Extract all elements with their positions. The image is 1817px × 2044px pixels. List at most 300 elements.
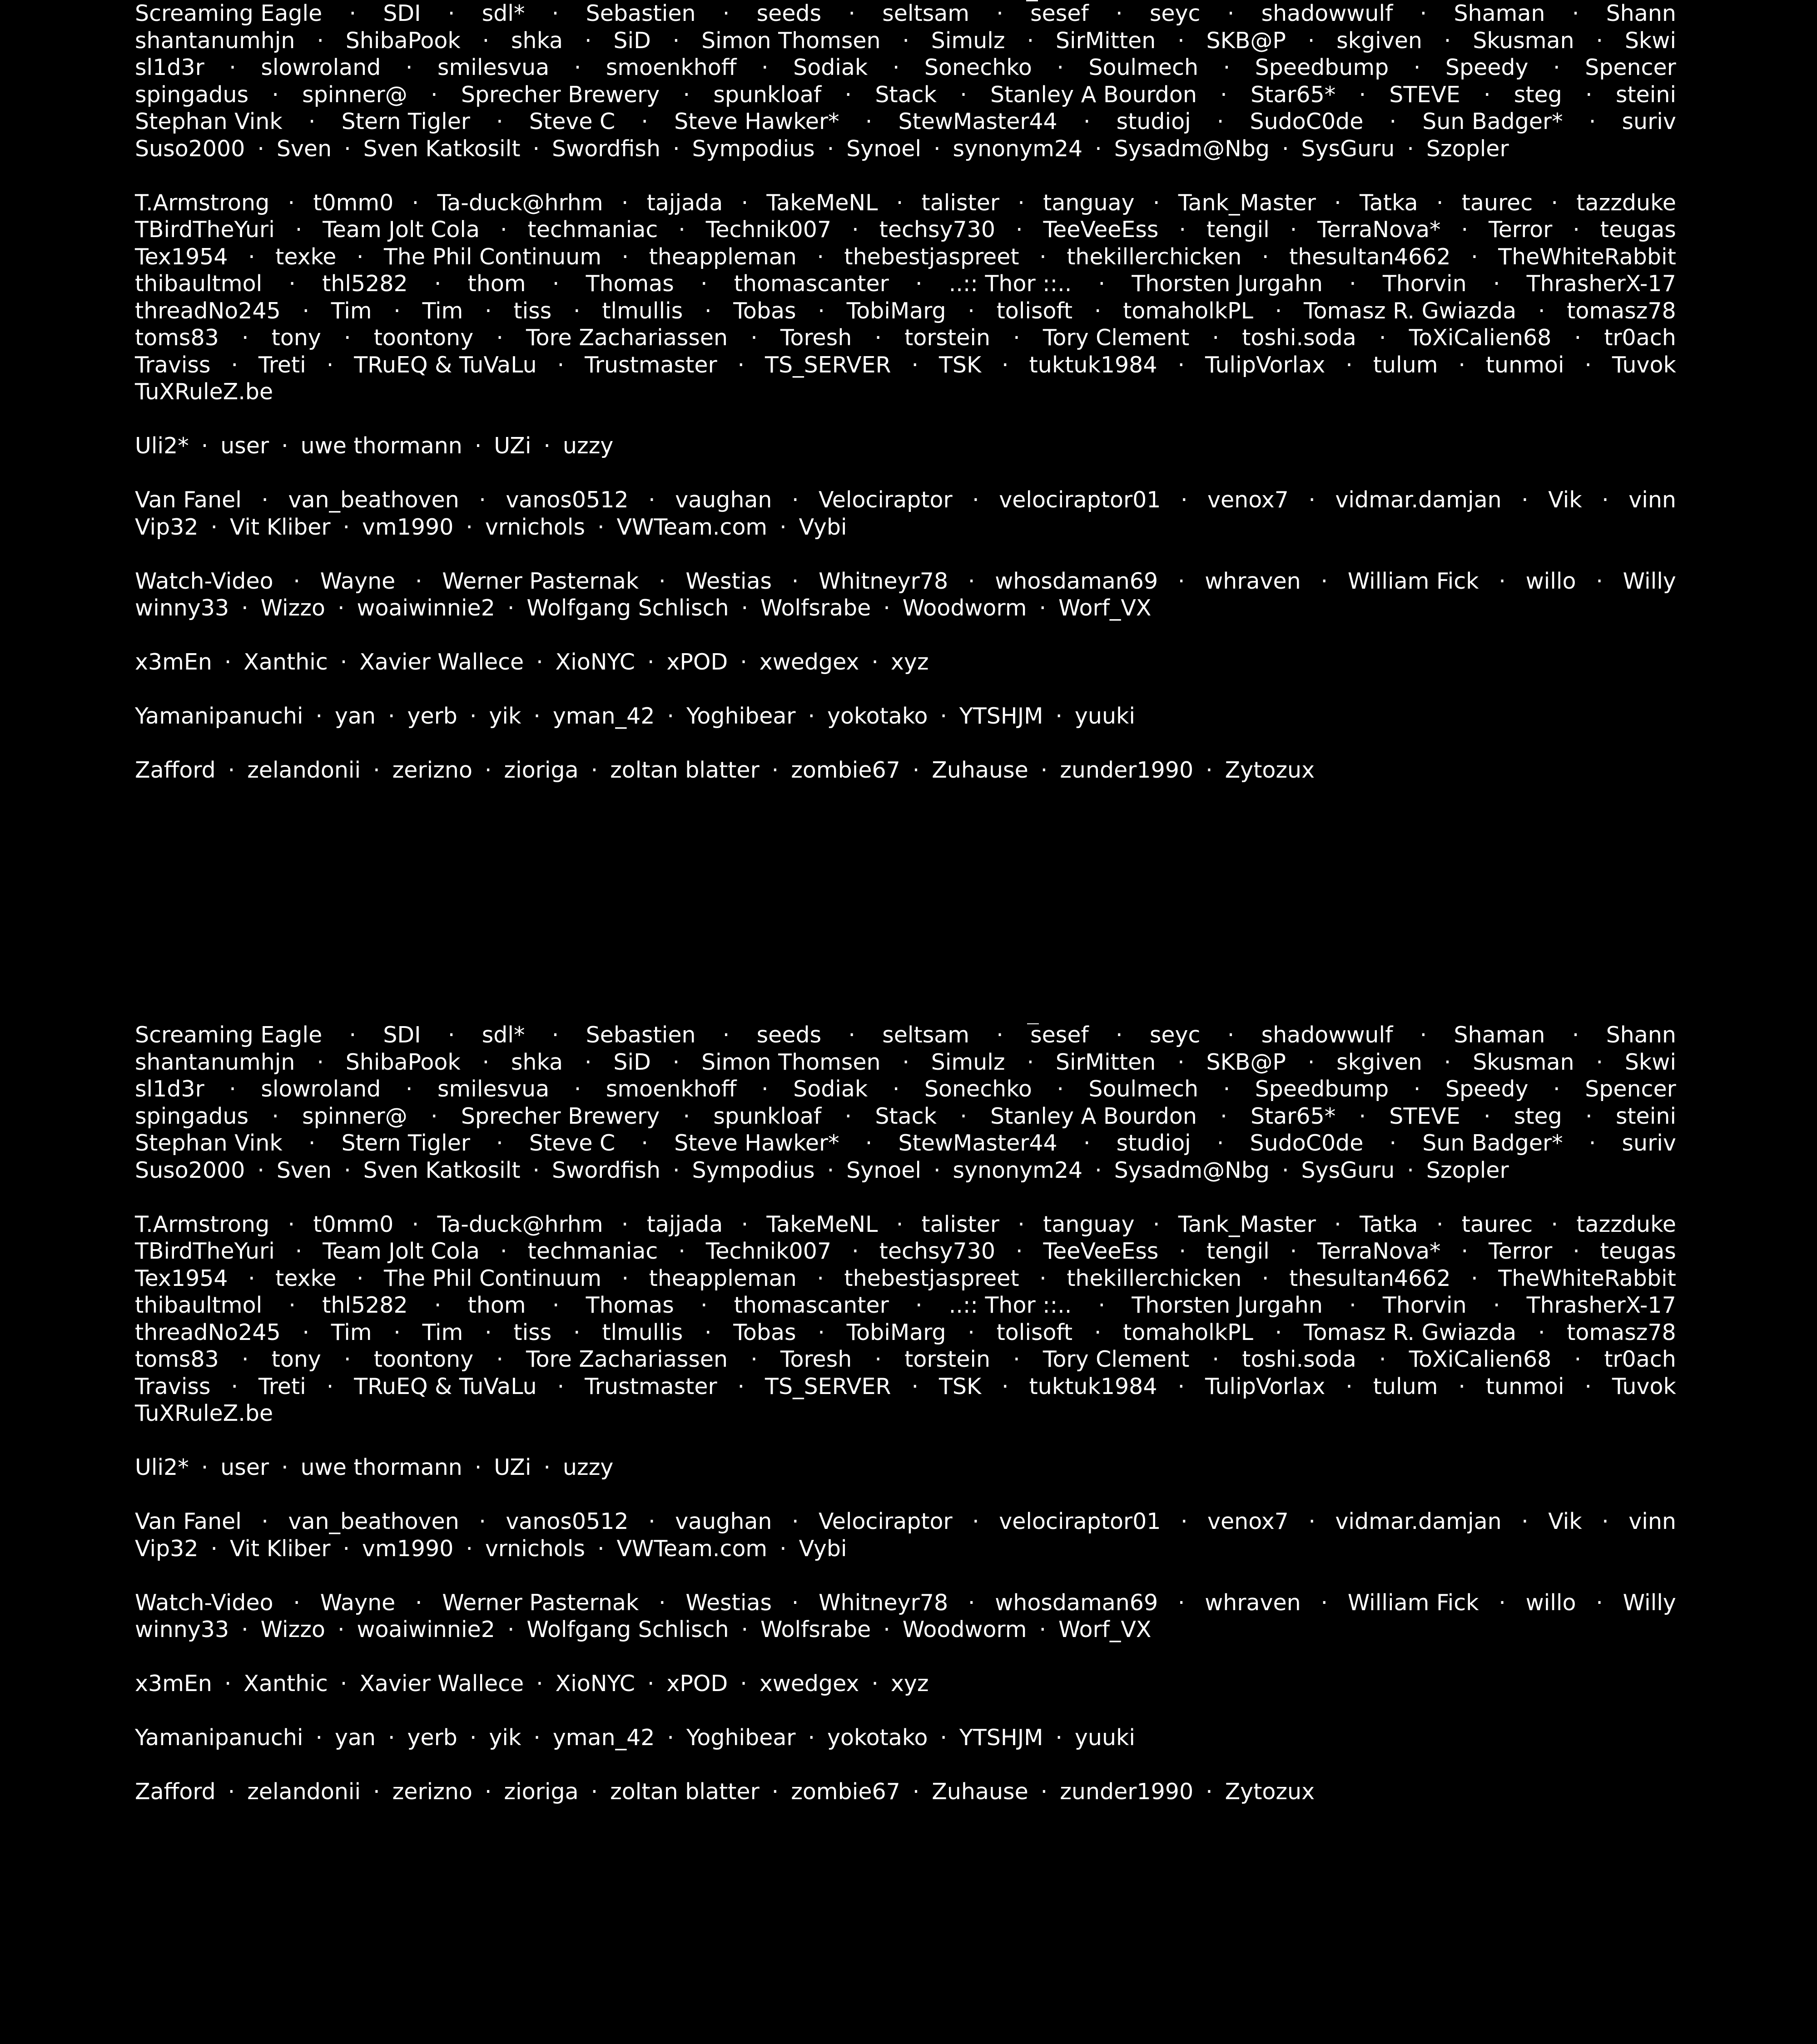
- separator-dot: ·: [911, 352, 919, 378]
- separator-dot: ·: [1493, 271, 1500, 297]
- separator-dot: ·: [228, 1779, 235, 1805]
- section-t: [135, 1211, 1676, 1427]
- separator-dot: ·: [722, 0, 730, 26]
- name-row: [135, 81, 1676, 109]
- separator-dot: ·: [817, 243, 824, 270]
- contributor-name: uzzy: [562, 433, 614, 459]
- separator-dot: ·: [317, 27, 324, 54]
- credits-list-block-duplicate: [135, 1022, 1676, 1832]
- section-y: [135, 703, 1676, 730]
- contributor-name: Tore Zachariassen: [526, 1346, 728, 1372]
- contributor-name: steg: [1514, 1103, 1562, 1129]
- contributor-name: vidmar.damjan: [1335, 487, 1502, 513]
- contributor-name: zunder1990: [1060, 1779, 1194, 1805]
- separator-dot: ·: [591, 757, 598, 783]
- contributor-name: William Fick: [1347, 1589, 1479, 1616]
- contributor-name: zerizno: [392, 1779, 472, 1805]
- contributor-name: yokotako: [827, 703, 928, 729]
- separator-dot: ·: [288, 1292, 296, 1318]
- contributor-name: xwedgex: [759, 1671, 859, 1697]
- separator-dot: ·: [827, 1157, 834, 1183]
- separator-dot: ·: [1116, 0, 1123, 26]
- contributor-name: sesef: [1030, 1022, 1089, 1048]
- contributor-name: sl1d3r: [135, 1076, 204, 1102]
- contributor-name: seeds: [756, 1022, 822, 1048]
- name-row: [135, 1346, 1676, 1373]
- separator-dot: ·: [1039, 1617, 1047, 1642]
- contributor-name: tazzduke: [1576, 1211, 1676, 1237]
- name-row: [135, 352, 1676, 379]
- contributor-name: yman_42: [552, 703, 655, 729]
- contributor-name: Simon Thomsen: [701, 27, 881, 54]
- separator-dot: ·: [288, 189, 295, 216]
- contributor-name: Simulz: [931, 1049, 1005, 1075]
- separator-dot: ·: [791, 568, 799, 594]
- contributor-name: Worf_VX: [1058, 1617, 1152, 1642]
- contributor-name: yuuki: [1074, 703, 1135, 729]
- separator-dot: ·: [281, 1454, 288, 1480]
- contributor-name: Stern Tigler: [341, 109, 471, 134]
- separator-dot: ·: [326, 352, 334, 378]
- contributor-name: Speedbump: [1255, 55, 1389, 80]
- separator-dot: ·: [302, 1319, 310, 1345]
- contributor-name: Toresh: [780, 325, 852, 351]
- separator-dot: ·: [659, 568, 666, 594]
- contributor-name: Tomasz R. Gwiazda: [1303, 298, 1517, 324]
- contributor-name: tanguay: [1043, 189, 1135, 216]
- contributor-name: tajjada: [646, 1211, 723, 1237]
- separator-dot: ·: [469, 703, 477, 729]
- contributor-name: The Phil Continuum: [383, 1265, 602, 1291]
- separator-dot: ·: [241, 325, 249, 351]
- contributor-name: winny33: [135, 1617, 229, 1642]
- separator-dot: ·: [1179, 217, 1186, 243]
- separator-dot: ·: [573, 1319, 581, 1345]
- separator-dot: ·: [883, 595, 890, 621]
- separator-dot: ·: [1553, 55, 1560, 80]
- contributor-name: yokotako: [827, 1725, 928, 1751]
- contributor-name: The Phil Continuum: [383, 243, 602, 270]
- separator-dot: ·: [1602, 1508, 1609, 1534]
- separator-dot: ·: [1116, 1022, 1123, 1048]
- contributor-name: zombie67: [791, 757, 900, 783]
- contributor-name: Ta-duck@hrhm: [437, 1211, 603, 1237]
- separator-dot: ·: [1471, 243, 1478, 270]
- contributor-name: UZi: [494, 433, 531, 459]
- contributor-name: woaiwinnie2: [357, 1617, 495, 1642]
- separator-dot: ·: [621, 1211, 629, 1237]
- section-x: [135, 1670, 1676, 1697]
- contributor-name: toshi.soda: [1242, 325, 1356, 351]
- contributor-name: Thorsten Jurgahn: [1132, 271, 1323, 297]
- contributor-name: xPOD: [666, 649, 728, 675]
- contributor-name: TSK: [938, 352, 982, 378]
- contributor-name: Zuhause: [932, 1779, 1028, 1805]
- contributor-name: steini: [1615, 1103, 1676, 1129]
- contributor-name: SudoC0de: [1250, 1130, 1364, 1156]
- contributor-name: ..:: Thor ::..: [948, 1292, 1072, 1318]
- separator-dot: ·: [1227, 0, 1235, 26]
- contributor-name: taurec: [1461, 189, 1533, 216]
- contributor-name: Yoghibear: [686, 1725, 796, 1751]
- separator-dot: ·: [705, 298, 712, 324]
- contributor-name: XioNYC: [555, 649, 635, 675]
- contributor-name: vinn: [1628, 487, 1676, 513]
- contributor-name: Wayne: [320, 1589, 396, 1616]
- separator-dot: ·: [844, 81, 852, 108]
- contributor-name: TuXRuleZ.be: [135, 1400, 273, 1426]
- separator-dot: ·: [1177, 1589, 1185, 1616]
- contributor-name: XioNYC: [555, 1671, 635, 1697]
- separator-dot: ·: [1177, 568, 1185, 594]
- contributor-name: thesultan4662: [1289, 243, 1451, 270]
- section-s: [135, 0, 1676, 162]
- name-row: [135, 514, 1676, 541]
- contributor-name: Suso2000: [135, 1157, 245, 1183]
- name-row: [135, 243, 1676, 271]
- separator-dot: ·: [1281, 135, 1289, 162]
- separator-dot: ·: [337, 595, 345, 621]
- separator-dot: ·: [543, 433, 551, 459]
- separator-dot: ·: [1471, 1265, 1478, 1291]
- contributor-name: synonym24: [953, 135, 1083, 162]
- contributor-name: Vik: [1548, 487, 1582, 513]
- separator-dot: ·: [532, 135, 540, 162]
- separator-dot: ·: [912, 757, 920, 783]
- section-x: [135, 649, 1676, 676]
- separator-dot: ·: [1379, 1346, 1386, 1372]
- separator-dot: ·: [349, 0, 357, 26]
- separator-dot: ·: [883, 1617, 890, 1642]
- separator-dot: ·: [295, 217, 303, 243]
- separator-dot: ·: [201, 1454, 209, 1480]
- contributor-name: Watch-Video: [135, 568, 273, 594]
- separator-dot: ·: [344, 1157, 351, 1183]
- contributor-name: tulum: [1373, 1373, 1438, 1399]
- separator-dot: ·: [337, 1617, 345, 1642]
- separator-dot: ·: [852, 217, 859, 243]
- separator-dot: ·: [302, 298, 310, 324]
- contributor-name: tony: [271, 325, 321, 351]
- separator-dot: ·: [915, 271, 923, 297]
- contributor-name: Sonechko: [924, 55, 1032, 80]
- separator-dot: ·: [874, 1346, 882, 1372]
- separator-dot: ·: [1458, 352, 1465, 378]
- separator-dot: ·: [968, 568, 975, 594]
- separator-dot: ·: [500, 217, 507, 243]
- contributor-name: whosdaman69: [995, 568, 1158, 594]
- separator-dot: ·: [533, 703, 541, 729]
- separator-dot: ·: [1538, 298, 1545, 324]
- contributor-name: zoltan blatter: [610, 757, 760, 783]
- contributor-name: studioj: [1116, 1130, 1191, 1156]
- contributor-name: Speedy: [1445, 55, 1529, 80]
- separator-dot: ·: [496, 1346, 503, 1372]
- section-z: [135, 757, 1676, 784]
- contributor-name: studioj: [1116, 109, 1191, 134]
- contributor-name: zioriga: [504, 1779, 579, 1805]
- separator-dot: ·: [1275, 298, 1282, 324]
- contributor-name: Shaman: [1454, 0, 1545, 26]
- separator-dot: ·: [434, 271, 442, 297]
- contributor-name: SiD: [613, 27, 651, 54]
- separator-dot: ·: [1436, 189, 1444, 216]
- contributor-name: shadowwulf: [1261, 1022, 1393, 1048]
- name-row: [135, 108, 1676, 135]
- name-row: [135, 1508, 1676, 1535]
- contributor-name: YTSHJM: [959, 1725, 1043, 1751]
- contributor-name: SirMitten: [1055, 1049, 1156, 1075]
- contributor-name: shantanumhjn: [135, 1049, 295, 1075]
- contributor-name: Whitneyr78: [819, 1589, 948, 1616]
- separator-dot: ·: [1389, 1130, 1397, 1156]
- separator-dot: ·: [257, 135, 264, 162]
- contributor-name: Sebastien: [586, 1022, 696, 1048]
- separator-dot: ·: [741, 595, 749, 621]
- contributor-name: yik: [489, 1725, 521, 1751]
- contributor-name: Zytozux: [1225, 757, 1315, 783]
- separator-dot: ·: [536, 1671, 543, 1697]
- separator-dot: ·: [865, 109, 873, 134]
- separator-dot: ·: [740, 649, 747, 675]
- separator-dot: ·: [1572, 0, 1579, 26]
- separator-dot: ·: [1290, 1238, 1297, 1264]
- separator-dot: ·: [1308, 1508, 1316, 1534]
- separator-dot: ·: [552, 271, 560, 297]
- contributor-name: Tatka: [1359, 1211, 1418, 1237]
- contributor-name: yuuki: [1074, 1725, 1135, 1751]
- separator-dot: ·: [543, 1454, 551, 1480]
- contributor-name: SudoC0de: [1250, 109, 1364, 134]
- separator-dot: ·: [552, 1292, 560, 1318]
- separator-dot: ·: [1039, 595, 1047, 621]
- separator-dot: ·: [1584, 352, 1592, 378]
- separator-dot: ·: [1206, 757, 1213, 783]
- contributor-name: seltsam: [882, 1022, 970, 1048]
- separator-dot: ·: [482, 27, 490, 54]
- separator-dot: ·: [557, 352, 565, 378]
- name-row: [135, 1265, 1676, 1292]
- contributor-name: Shann: [1606, 1022, 1676, 1048]
- separator-dot: ·: [700, 271, 708, 297]
- separator-dot: ·: [343, 1535, 350, 1562]
- separator-dot: ·: [317, 1049, 324, 1075]
- contributor-name: tlmullis: [602, 1319, 683, 1345]
- contributor-name: Wolfgang Schlisch: [526, 1617, 729, 1642]
- separator-dot: ·: [261, 1508, 268, 1534]
- contributor-name: theappleman: [649, 243, 797, 270]
- contributor-name: SKB@P: [1206, 1049, 1286, 1075]
- separator-dot: ·: [1040, 757, 1048, 783]
- contributor-name: techsy730: [879, 217, 996, 243]
- separator-dot: ·: [573, 298, 581, 324]
- contributor-name: torstein: [904, 325, 991, 351]
- contributor-name: tanguay: [1043, 1211, 1135, 1237]
- contributor-name: Sodiak: [793, 55, 868, 80]
- separator-dot: ·: [871, 649, 879, 675]
- separator-dot: ·: [641, 109, 648, 134]
- separator-dot: ·: [1227, 1022, 1235, 1048]
- separator-dot: ·: [933, 135, 941, 162]
- contributor-name: Tank_Master: [1178, 189, 1316, 216]
- contributor-name: Szopler: [1426, 135, 1509, 162]
- contributor-name: thibaultmol: [135, 271, 263, 297]
- contributor-name: torstein: [904, 1346, 991, 1372]
- contributor-name: seeds: [756, 0, 822, 26]
- contributor-name: ThrasherX-17: [1526, 1292, 1676, 1318]
- separator-dot: ·: [1057, 55, 1064, 80]
- contributor-name: ShibaPook: [345, 27, 461, 54]
- contributor-name: Wizzo: [260, 595, 326, 621]
- name-row: [135, 189, 1676, 217]
- contributor-name: Sven: [276, 135, 332, 162]
- separator-dot: ·: [791, 487, 799, 513]
- separator-dot: ·: [415, 1589, 422, 1616]
- contributor-name: Technik007: [705, 1238, 832, 1264]
- separator-dot: ·: [1216, 1130, 1224, 1156]
- contributor-name: Vit Kliber: [229, 1535, 331, 1562]
- contributor-name: toshi.soda: [1242, 1346, 1356, 1372]
- separator-dot: ·: [1290, 217, 1297, 243]
- contributor-name: Wolfgang Schlisch: [526, 595, 729, 621]
- contributor-name: Shaman: [1454, 1022, 1545, 1048]
- contributor-name: Screaming Eagle: [135, 0, 323, 26]
- separator-dot: ·: [844, 1103, 852, 1129]
- contributor-name: STEVE: [1389, 81, 1460, 108]
- name-row: [135, 378, 1676, 406]
- separator-dot: ·: [387, 1725, 395, 1751]
- contributor-name: Szopler: [1426, 1157, 1509, 1183]
- separator-dot: ·: [597, 1535, 605, 1562]
- contributor-name: thom: [467, 271, 526, 297]
- contributor-name: winny33: [135, 595, 229, 621]
- separator-dot: ·: [915, 1292, 923, 1318]
- separator-dot: ·: [1223, 1076, 1231, 1102]
- separator-dot: ·: [293, 568, 300, 594]
- separator-dot: ·: [808, 1725, 815, 1751]
- contributor-name: techmaniac: [527, 1238, 658, 1264]
- separator-dot: ·: [1018, 189, 1025, 216]
- separator-dot: ·: [1602, 487, 1609, 513]
- contributor-name: Toresh: [780, 1346, 852, 1372]
- separator-dot: ·: [210, 1535, 218, 1562]
- separator-dot: ·: [474, 433, 482, 459]
- separator-dot: ·: [1177, 1373, 1185, 1399]
- contributor-name: Sven: [276, 1157, 332, 1183]
- contributor-name: Tuvok: [1612, 1373, 1676, 1399]
- contributor-name: SDI: [383, 0, 421, 26]
- contributor-name: Worf_VX: [1058, 595, 1152, 621]
- name-row: [135, 1778, 1676, 1806]
- contributor-name: Westias: [685, 568, 772, 594]
- contributor-name: Wayne: [320, 568, 396, 594]
- contributor-name: Tex1954: [135, 243, 228, 270]
- separator-dot: ·: [1574, 1346, 1582, 1372]
- name-row: [135, 270, 1676, 298]
- contributor-name: theappleman: [649, 1265, 797, 1291]
- name-row: [135, 1049, 1676, 1076]
- contributor-name: tajjada: [646, 189, 723, 216]
- contributor-name: Tobas: [733, 1319, 796, 1345]
- separator-dot: ·: [1345, 1373, 1353, 1399]
- separator-dot: ·: [874, 325, 882, 351]
- contributor-name: Uli2*: [135, 433, 189, 459]
- contributor-name: skgiven: [1336, 1049, 1422, 1075]
- separator-dot: ·: [532, 1157, 540, 1183]
- contributor-name: Van Fanel: [135, 487, 242, 513]
- contributor-name: zoltan blatter: [610, 1779, 760, 1805]
- contributor-name: Werner Pasternak: [442, 568, 639, 594]
- separator-dot: ·: [1094, 1319, 1102, 1345]
- contributor-name: threadNo245: [135, 1319, 281, 1345]
- section-y: [135, 1724, 1676, 1751]
- separator-dot: ·: [741, 1617, 749, 1642]
- contributor-name: tomaholkPL: [1123, 298, 1253, 324]
- contributor-name: zelandonii: [247, 757, 361, 783]
- separator-dot: ·: [1057, 1076, 1064, 1102]
- contributor-name: uwe thormann: [300, 1454, 462, 1480]
- separator-dot: ·: [1359, 1103, 1366, 1129]
- contributor-name: sdl*: [482, 1022, 525, 1048]
- contributor-name: T.Armstrong: [135, 1211, 270, 1237]
- contributor-name: Vip32: [135, 1535, 199, 1562]
- contributor-name: uzzy: [562, 1454, 614, 1480]
- contributor-name: Swordfish: [552, 1157, 661, 1183]
- separator-dot: ·: [373, 757, 380, 783]
- separator-dot: ·: [902, 27, 909, 54]
- separator-dot: ·: [356, 1265, 364, 1291]
- separator-dot: ·: [293, 1589, 300, 1616]
- separator-dot: ·: [308, 1130, 316, 1156]
- separator-dot: ·: [1027, 27, 1034, 54]
- separator-dot: ·: [1407, 135, 1414, 162]
- separator-dot: ·: [405, 1076, 413, 1102]
- contributor-name: Treti: [258, 1373, 306, 1399]
- contributor-name: vidmar.damjan: [1335, 1508, 1502, 1534]
- separator-dot: ·: [500, 1238, 507, 1264]
- contributor-name: xPOD: [666, 1671, 728, 1697]
- separator-dot: ·: [1553, 1076, 1560, 1102]
- separator-dot: ·: [248, 243, 255, 270]
- separator-dot: ·: [750, 325, 758, 351]
- separator-dot: ·: [968, 298, 975, 324]
- contributor-name: Star65*: [1250, 1103, 1336, 1129]
- contributor-name: Vik: [1548, 1508, 1582, 1534]
- contributor-name: Tim: [331, 1319, 372, 1345]
- separator-dot: ·: [574, 1076, 581, 1102]
- contributor-name: TS_SERVER: [765, 352, 891, 378]
- separator-dot: ·: [469, 1725, 477, 1751]
- contributor-name: Tim: [331, 298, 372, 324]
- contributor-name: Thorvin: [1382, 271, 1467, 297]
- contributor-name: Spencer: [1585, 1076, 1676, 1102]
- contributor-name: willo: [1525, 1589, 1576, 1616]
- separator-dot: ·: [482, 1049, 490, 1075]
- contributor-name: suriv: [1622, 109, 1676, 134]
- name-row: [135, 486, 1676, 514]
- contributor-name: Xanthic: [243, 1671, 328, 1697]
- separator-dot: ·: [672, 1157, 680, 1183]
- separator-dot: ·: [574, 55, 581, 80]
- separator-dot: ·: [1420, 0, 1427, 26]
- section-t: [135, 189, 1676, 406]
- separator-dot: ·: [968, 1319, 975, 1345]
- separator-dot: ·: [647, 649, 655, 675]
- contributor-name: skgiven: [1336, 27, 1422, 54]
- separator-dot: ·: [1573, 217, 1580, 243]
- separator-dot: ·: [933, 1157, 941, 1183]
- contributor-name: tulum: [1373, 352, 1438, 378]
